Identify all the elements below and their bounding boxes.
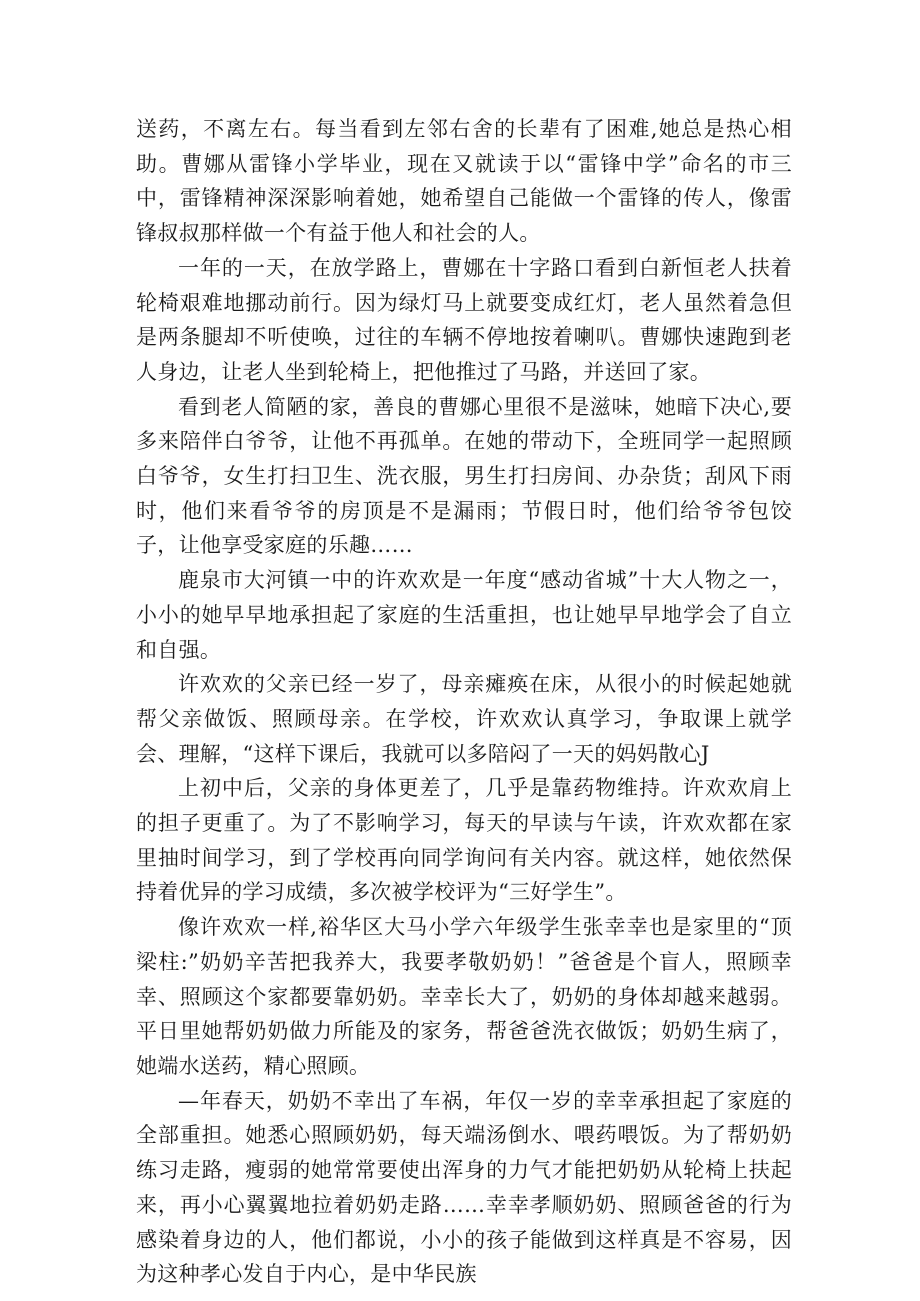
article-body	[136, 112, 792, 1292]
paragraph: —年春天，奶奶不幸出了车祸，年仅一岁的幸幸承担起了家庭的全部重担。她悉心照顾奶奶，每天端汤倒水、喂药喂饭。为了帮奶奶练习走路，瘦弱的她常常要使出浑身的力气才能把奶奶从轮椅上扶起来，再小心翼翼地拉着奶奶走路……幸幸孝顺奶奶、照顾爸爸的行为感染着身边的人，他们都说，小小的孩子能做到这样真是不容易，因为这种孝心发自于内心，是中华民族	[136, 1088, 792, 1287]
paragraph: 上初中后，父亲的身体更差了，几乎是靠药物维持。许欢欢肩上的担子更重了。为了不影响学习，每天的早读与午读，许欢欢都在家里抽时间学习，到了学校再向同学询问有关内容。就这样，她依然保持着优异的学习成绩，多次被学校评为“三好学生”。	[136, 776, 792, 905]
paragraph: 一年的一天，在放学路上，曹娜在十字路口看到白新恒老人扶着轮椅艰难地挪动前行。因为绿灯马上就要变成红灯，老人虽然着急但是两条腿却不听使唤，过往的车辆不停地按着喇叭。曹娜快速跑到老人身边，让老人坐到轮椅上，把他推过了马路，并送回了家。	[136, 255, 792, 384]
paragraph: 送药，不离左右。每当看到左邻右舍的长辈有了困难,她总是热心相助。曹娜从雷锋小学毕业，现在又就读于以“雷锋中学”命名的市三中，雷锋精神深深影响着她，她希望自己能做一个雷锋的传人，像雷锋叔叔那样做一个有益于他人和社会的人。	[136, 117, 792, 246]
paragraph: 鹿泉市大河镇一中的许欢欢是一年度“感动省城”十大人物之一，小小的她早早地承担起了家庭的生活重担，也让她早早地学会了自立和自强。	[136, 568, 792, 662]
paragraph: 像许欢欢一样,裕华区大马小学六年级学生张幸幸也是家里的“顶梁柱:”奶奶辛苦把我养大，我要孝敬奶奶！”爸爸是个盲人，照顾幸幸、照顾这个家都要靠奶奶。幸幸长大了，奶奶的身体却越来越弱。平日里她帮奶奶做力所能及的家务，帮爸爸洗衣做饭；奶奶生病了，她端水送药，精心照顾。	[136, 915, 792, 1078]
paragraph: 许欢欢的父亲已经一岁了，母亲瘫痪在床，从很小的时候起她就帮父亲做饭、照顾母亲。在学校，许欢欢认真学习，争取课上就学会、理解，“这样下课后，我就可以多陪闷了一天的妈妈散心J	[136, 672, 792, 766]
paragraph: 看到老人简陋的家，善良的曹娜心里很不是滋味，她暗下决心,要多来陪伴白爷爷，让他不再孤单。在她的带动下，全班同学一起照顾白爷爷，女生打扫卫生、洗衣服，男生打扫房间、办杂货；刮风下雨时，他们来看爷爷的房顶是不是漏雨；节假日时，他们给爷爷包饺子，让他享受家庭的乐趣……	[136, 394, 792, 558]
